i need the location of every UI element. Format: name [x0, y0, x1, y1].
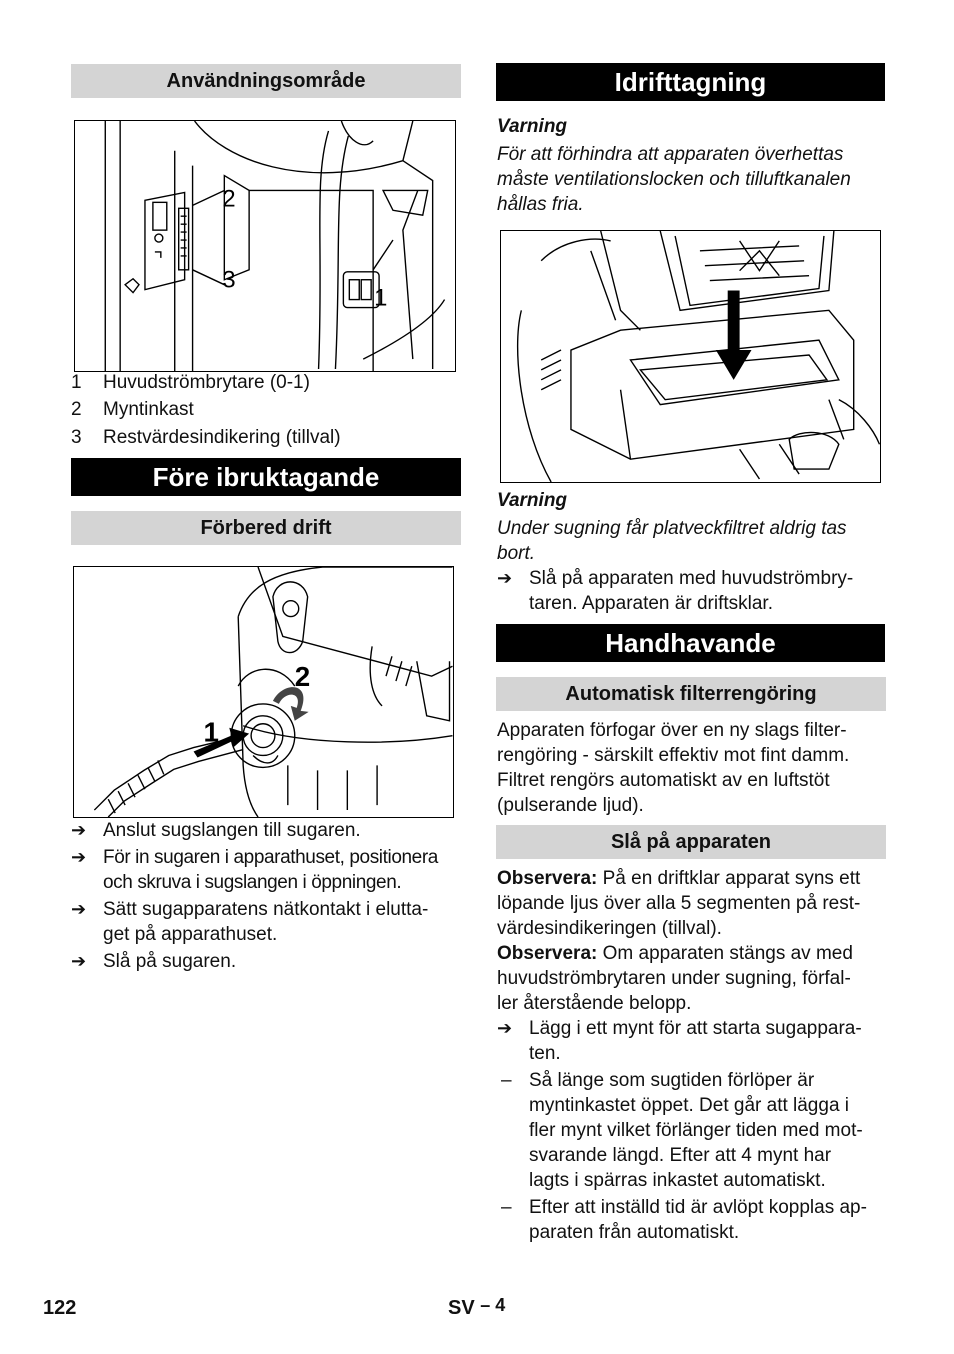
prepare-steps: ➔ Anslut sugslangen till sugaren. ➔ För in sugaren i apparathuset, positionera och skruva i sugslangen i öppningen. ➔ Sätt sugapparatens nätkontakt i elutta- get på apparathuset. ➔ Slå på sugaren.	[71, 820, 438, 972]
callout-2: 2	[294, 661, 311, 693]
figure-filter-insert	[500, 230, 881, 483]
figure-hose-connection	[73, 566, 454, 818]
figure-appliance-controls	[74, 120, 456, 372]
note-label: Observera:	[497, 943, 598, 964]
legend-item: 2 Myntinkast	[71, 399, 194, 420]
warning-title: Varning	[497, 116, 568, 137]
warning-text: För att förhindra att apparaten överhettas måste ventilationslocken och tilluftkanalen hållas fria.	[497, 144, 851, 215]
dash-bullet: –	[501, 1197, 512, 1218]
section-heading-before-use: Före ibruktagande	[71, 458, 461, 496]
arrow-icon: ➔	[71, 820, 87, 840]
note-label: Observera:	[497, 868, 598, 889]
section-heading-prepare: Förbered drift	[71, 511, 461, 545]
section-heading-handling: Handhavande	[496, 624, 885, 662]
arrow-icon: ➔	[71, 847, 87, 867]
dash-bullet: –	[501, 1070, 512, 1091]
arrow-icon: ➔	[71, 899, 87, 919]
note-paragraph: Observera: På en driftklar apparat syns ett löpande ljus över alla 5 segmenten på rest- värdesindikeringen (tillval).	[497, 868, 861, 939]
section-heading-usage: Användningsområde	[71, 64, 461, 98]
callout-1: 1	[203, 716, 219, 748]
callout-2: 2	[222, 185, 236, 213]
filter-insert-illustration	[501, 231, 880, 482]
warning-title: Varning	[497, 490, 568, 511]
hose-connection-illustration	[74, 567, 453, 817]
arrow-icon: ➔	[497, 1018, 513, 1038]
section-heading-start-up: Idrifttagning	[496, 63, 885, 101]
section-heading-auto-filter: Automatisk filterrengöring	[496, 677, 886, 711]
legend-item: 1 Huvudströmbrytare (0-1)	[71, 372, 310, 393]
note-paragraph: Observera: Om apparaten stängs av med huvudströmbrytaren under sugning, förfal- ler återstående belopp.	[497, 943, 853, 1014]
legend-item: 3 Restvärdesindikering (tillval)	[71, 427, 341, 448]
callout-1: 1	[374, 284, 388, 312]
arrow-icon: ➔	[71, 951, 87, 971]
page-number: 122	[43, 1297, 77, 1319]
warning-text: Under sugning får platveckfiltret aldrig tas bort.	[497, 518, 847, 564]
auto-filter-text: Apparaten förfogar över en ny slags filter- rengöring - särskilt effektiv mot fint damm. Filtret rengörs automatiskt av en luftstöt (pulserande ljud).	[497, 720, 850, 816]
arrow-icon: ➔	[497, 568, 513, 588]
footer-language: SV – 4	[448, 1295, 506, 1319]
appliance-controls-illustration	[75, 121, 455, 371]
section-heading-switch-on: Slå på apparaten	[496, 825, 886, 859]
callout-3: 3	[222, 266, 236, 294]
